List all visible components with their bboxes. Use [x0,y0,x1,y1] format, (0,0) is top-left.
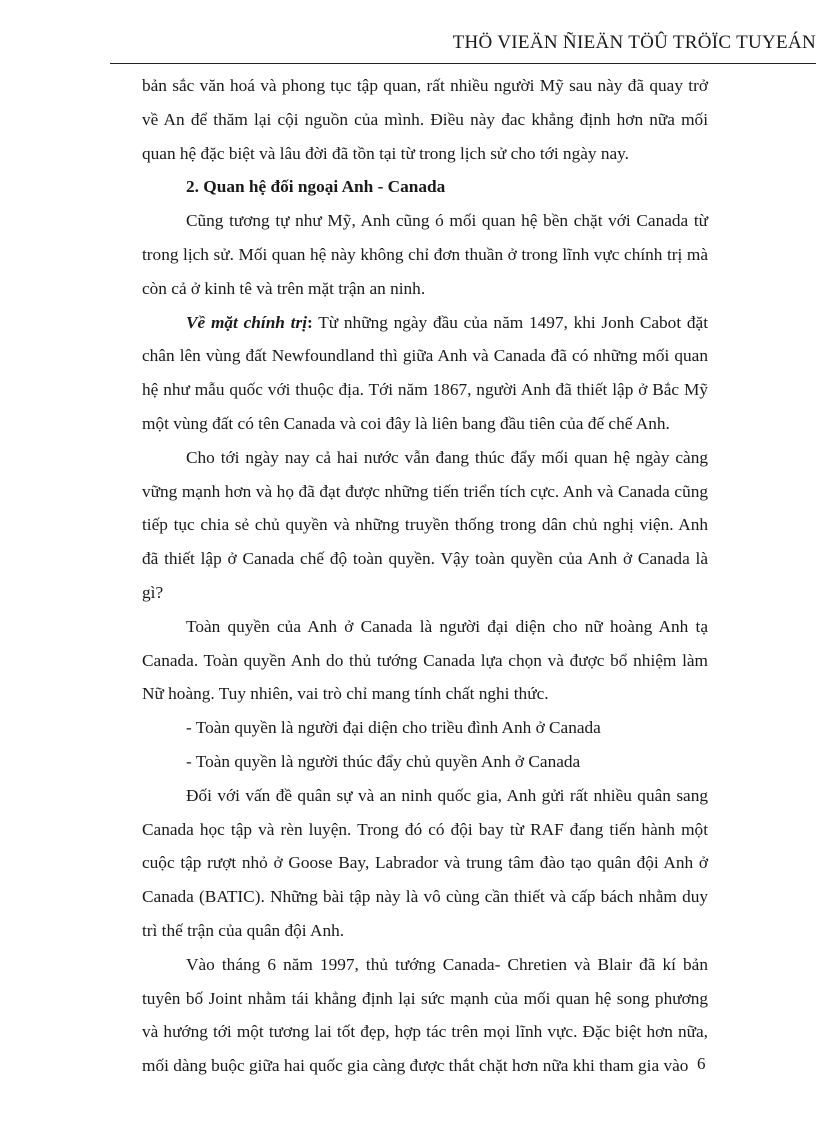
paragraph-3 [142,306,708,441]
paragraph-1: bản sắc văn hoá và phong tục tập quan, rất nhiều người Mỹ sau này đã quay trở về An để thăm lại cội nguồn của mình. Điều này đac khẳng định hơn nữa mối quan hệ đặc biệt và lâu đời đã tồn tại từ trong lịch sử cho tới ngày nay. [142,76,708,163]
paragraph-5: Toàn quyền của Anh ở Canada là người đại diện cho nữ hoàng Anh tạ Canada. Toàn quyền Anh do thủ tướng Canada lựa chọn và được bổ nhiệm làm Nữ hoàng. Tuy nhiên, vai trò chỉ mang tính chất nghi thức. [142,616,708,704]
bullet-item-2: - Toàn quyền là người thúc đẩy chủ quyền Anh ở Canada [186,751,581,771]
paragraph-3-text: Từ những ngày đầu của năm 1497, khi Jonh Cabot đặt chân lên vùng đất Newfoundland thì giữa Anh và Canada đã có những mối quan hệ như mẫu quốc với thuộc địa. Tới năm 1867, người Anh đã thiết lập ở Bắc Mỹ một vùng đất có tên Canada và coi đây là liên bang đầu tiên của đế chế Anh. [142,312,708,433]
paragraph-2: Cũng tương tự như Mỹ, Anh cũng ó mối quan hệ bền chặt với Canada từ trong lịch sử. Mối quan hệ này không chỉ đơn thuần ở trong lĩnh vực chính trị mà còn cả ở kinh tê và trên mặt trận an ninh. [142,211,708,298]
paragraph-3-colon: : [307,312,313,332]
section-heading: 2. Quan hệ đối ngoại Anh - Canada [186,177,446,197]
paragraph-4: Cho tới ngày nay cả hai nước vẫn đang thúc đẩy mối quan hệ ngày càng vững mạnh hơn và họ đã đạt được những tiến triển tích cực. Anh và Canada cũng tiếp tục chia sẻ chủ quyền và những truyền thống trong dân chủ nghị viện. Anh đã thiết lập ở Canada chế độ toàn quyền. Vậy toàn quyền của Anh ở Canada là gì? [142,447,708,602]
page-body [142,69,708,1083]
running-header-title: THÖ VIEÄN ÑIEÄN TÖÛ TRÖÏC TUYEÁN [452,32,816,53]
page-number: 6 [697,1054,706,1073]
paragraph-6: Đối với vấn đề quân sự và an ninh quốc gia, Anh gửi rất nhiều quân sang Canada học tập và rèn luyện. Trong đó có đội bay từ RAF đang tiến hành một cuộc tập rượt nhỏ ở Goose Bay, Labrador và trung tâm đào tạo quân đội Anh ở Canada (BATIC). Những bài tập này là vô cùng cần thiết và cấp bách nhằm duy trì thế trận của quân đội Anh. [142,785,708,940]
paragraph-3-lead: Về mặt chính trị [186,312,308,332]
paragraph-7: Vào tháng 6 năm 1997, thủ tướng Canada- Chretien và Blair đã kí bản tuyên bố Joint nhằm tái khẳng định lại sức mạnh của mối quan hệ song phương và hướng tới một tương lai tốt đẹp, hợp tác trên mọi lĩnh vực. Đặc biệt hơn nữa, mối dàng buộc giữa hai quốc gia càng được thắt chặt hơn nữa khi tham gia vào [142,954,708,1076]
header-rule [110,63,816,64]
bullet-item-1: - Toàn quyền là người đại diện cho triều đình Anh ở Canada [186,718,601,738]
